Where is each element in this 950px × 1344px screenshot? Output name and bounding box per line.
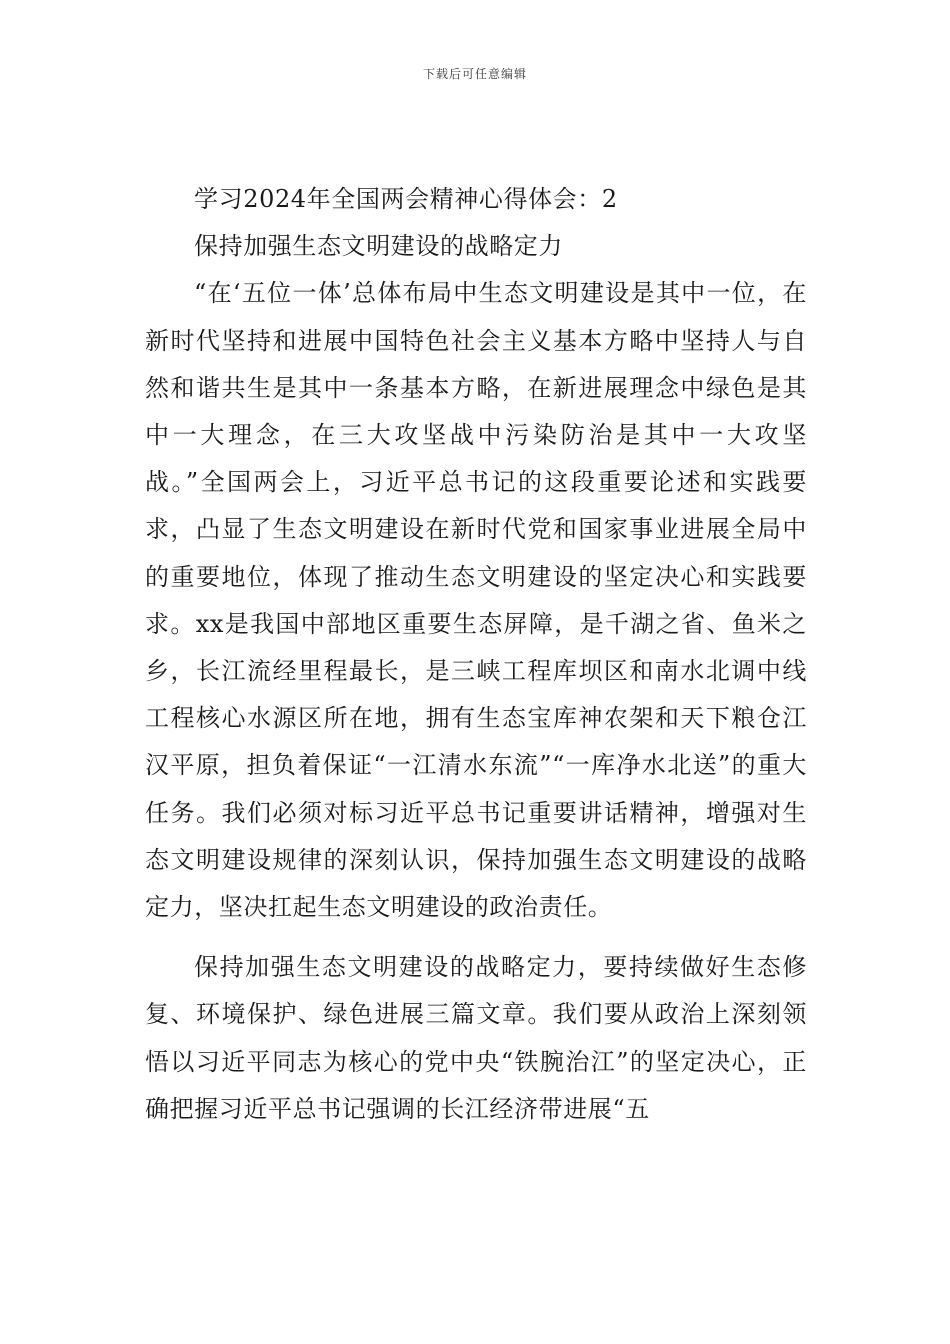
header-note: 下载后可任意编辑 xyxy=(422,67,527,81)
paragraph-1: “在‘五位一体’总体布局中生态文明建设是其中一位，在新时代坚持和进展中国特色社会主义基本方略中坚持人与自然和谐共生是其中一条基本方略，在新进展理念中绿色是其中一大理念，在三大攻坚战中污染防治是其中一大攻坚战。”全国两会上，习近平总书记的这段重要论述和实践要求，凸显了生态文明建设在新时代党和国家事业进展全局中的重要地位，体现了推动生态文明建设的坚定决心和实践要求。xx是我国中部地区重要生态屏障，是千湖之省、鱼米之乡，长江流经里程最长，是三峡工程库坝区和南水北调中线工程核心水源区所在地，拥有生态宝库神农架和天下粮仓江汉平原，担负着保证“一江清水东流”“一库净水北送”的重大任务。我们必须对标习近平总书记重要讲话精神，增强对生态文明建设规律的深刻认识，保持加强生态文明建设的战略定力，坚决扛起生态文明建设的政治责任。 xyxy=(145,279,807,922)
document-title: 学习2024年全国两会精神心得体会：2 xyxy=(194,185,618,213)
document-subtitle: 保持加强生态文明建设的战略定力 xyxy=(194,232,563,261)
document-body xyxy=(145,176,807,1133)
paragraph-2: 保持加强生态文明建设的战略定力，要持续做好生态修复、环境保护、绿色进展三篇文章。我们要从政治上深刻领悟以习近平同志为核心的党中央“铁腕治江”的坚定决心，正确把握习近平总书记强调的长江经济带进展“五 xyxy=(145,953,807,1123)
